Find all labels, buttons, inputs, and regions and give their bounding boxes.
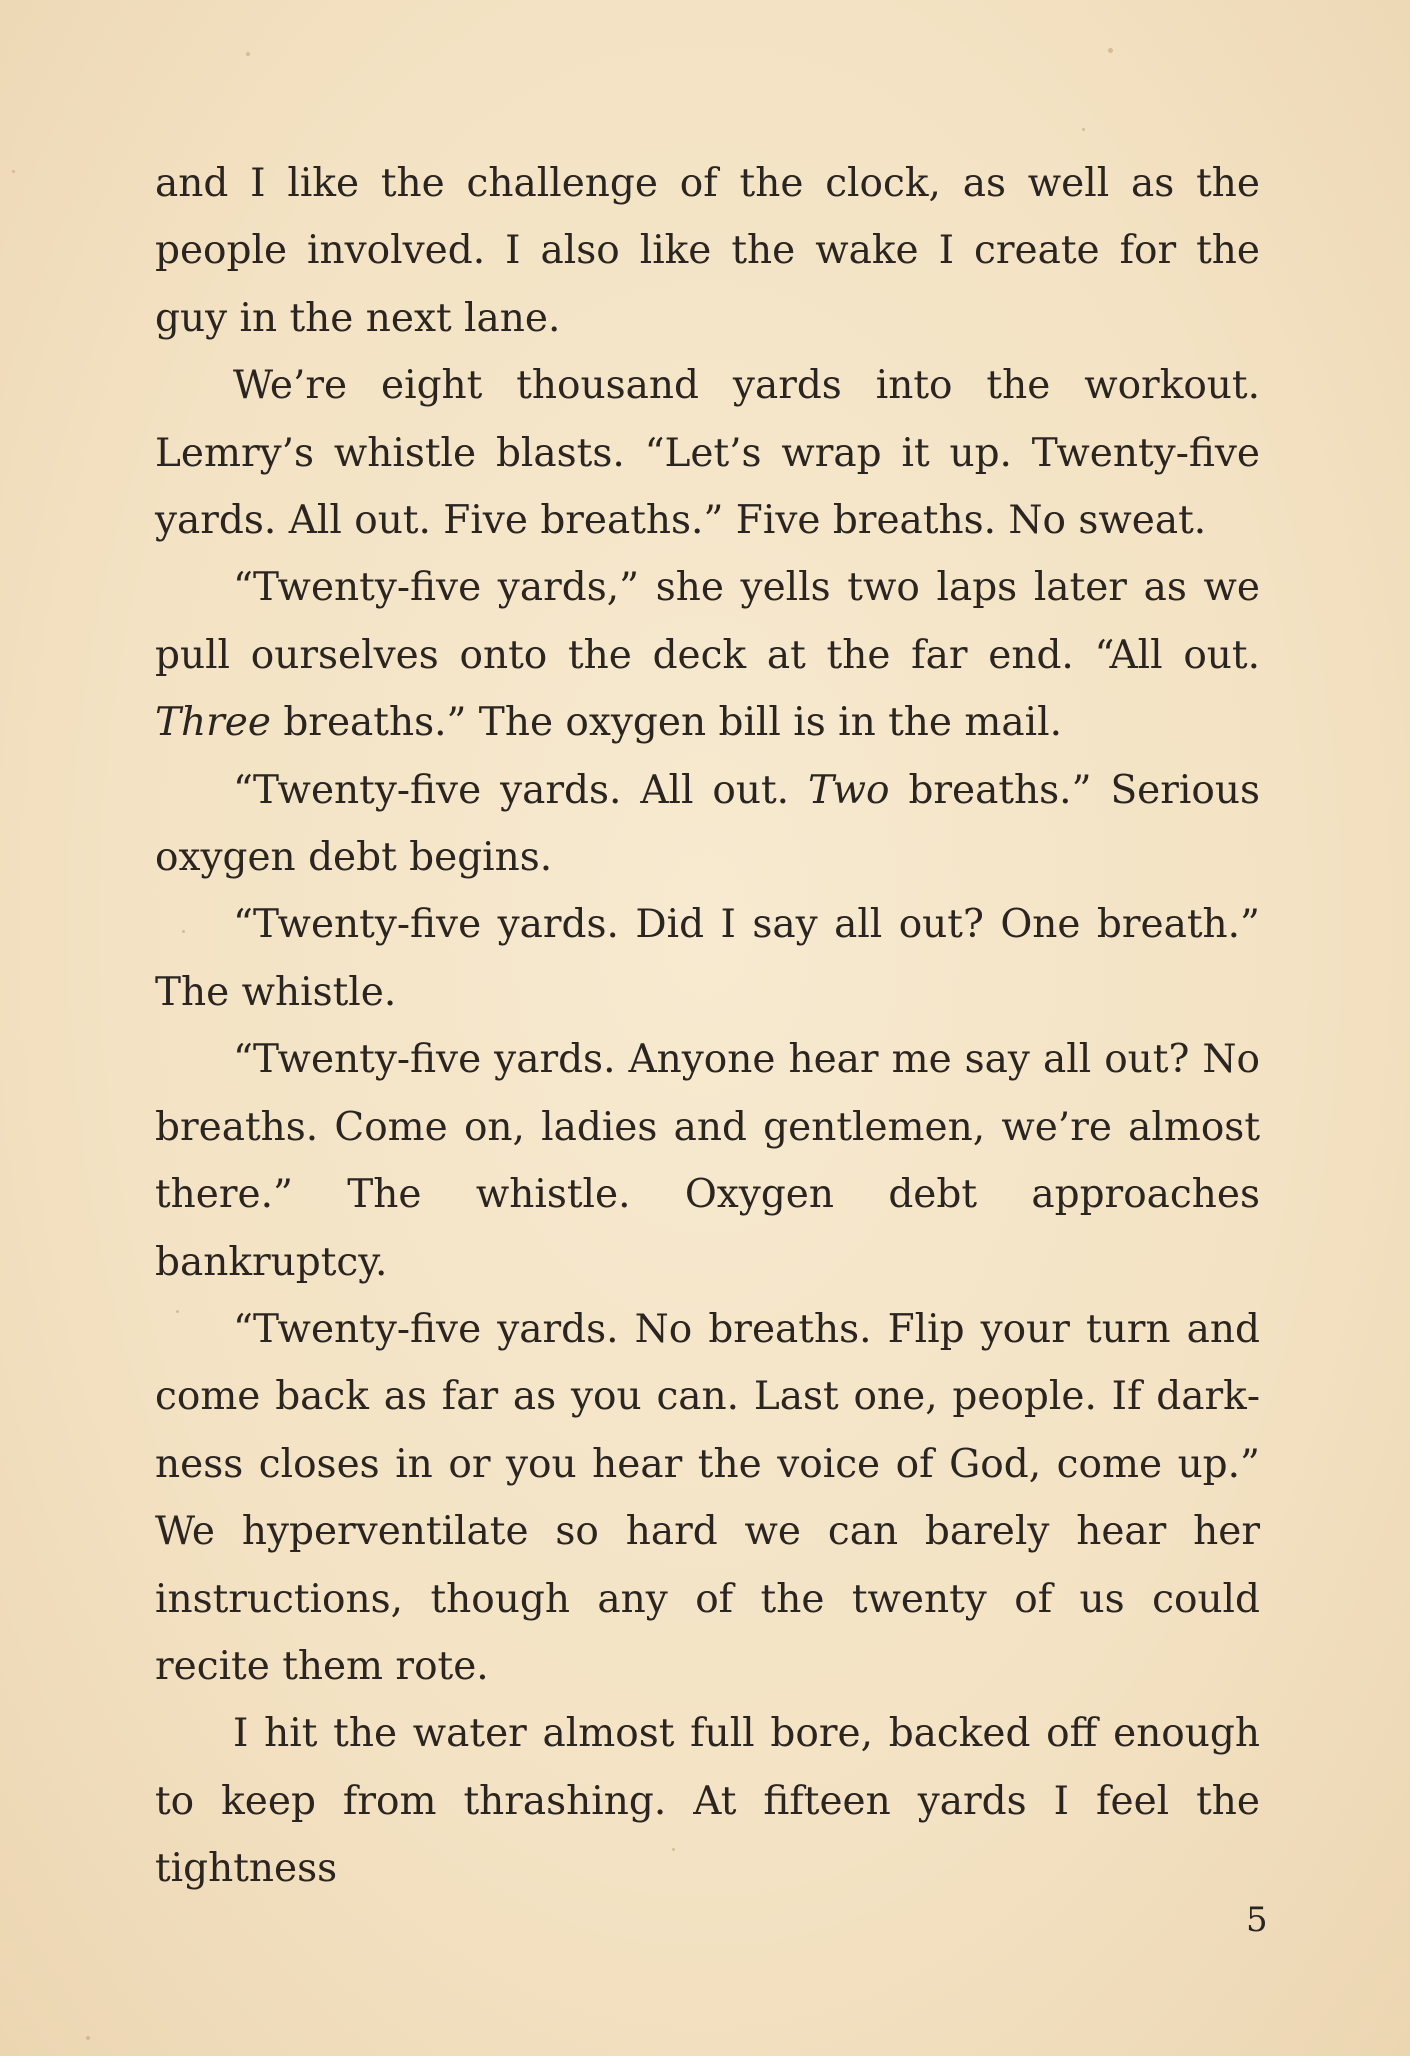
paper-speck (86, 2036, 90, 2040)
body-text (155, 150, 1260, 1903)
text-run: “Twenty-five yards. All out. (233, 767, 808, 813)
paragraph (155, 150, 1260, 352)
paragraph (155, 1700, 1260, 1902)
paper-speck (246, 52, 250, 56)
paragraph (155, 757, 1260, 892)
page-number: 5 (1246, 1900, 1268, 1940)
paragraph (155, 352, 1260, 554)
italic-run: Two (808, 767, 890, 813)
text-run: “Twenty-five yards. Did I say all out? One breath.” The whistle. (155, 902, 1260, 1015)
text-run: “Twenty-five yards. Anyone hear me say all out? No breaths. Come on, ladies and gentlemen, we’re almost there.” The whistle. Oxygen debt approaches bankruptcy. (155, 1037, 1260, 1285)
text-run: breaths.” The oxygen bill is in the mail. (270, 700, 1062, 746)
paper-speck (12, 170, 15, 173)
text-run: breaths.” Serious oxygen debt begins. (155, 767, 1260, 881)
paragraph (155, 891, 1260, 1026)
paragraph (155, 1026, 1260, 1296)
paragraph (155, 554, 1260, 756)
italic-run: Three (155, 700, 271, 746)
text-run: and I like the challenge of the clock, as well as the people involved. I also like the wake I create for the guy in the next lane. (155, 161, 1260, 341)
paper-speck (1082, 128, 1085, 131)
text-run: I hit the water almost full bore, backed off enough to keep from thrashing. At fifteen yards I feel the tightness (155, 1711, 1260, 1892)
paper-speck (1108, 48, 1113, 53)
text-run: We’re eight thousand yards into the workout. Lemry’s whistle blasts. “Let’s wrap it up. Twenty-five yards. All out. Five breaths.” Five breaths. No sweat. (155, 363, 1260, 544)
text-run: “Twenty-five yards. No breaths. Flip your turn and come back as far as you can. Last one, people. If darkness closes in or you hear the voice of God, come up.” We hyperventilate so hard we can barely hear her instructions, though any of the twenty of us could recite them rote. (155, 1306, 1260, 1689)
text-run: “Twenty-five yards,” she yells two laps later as we pull ourselves onto the deck at the far end. “All out. (155, 565, 1260, 678)
paragraph (155, 1296, 1260, 1700)
